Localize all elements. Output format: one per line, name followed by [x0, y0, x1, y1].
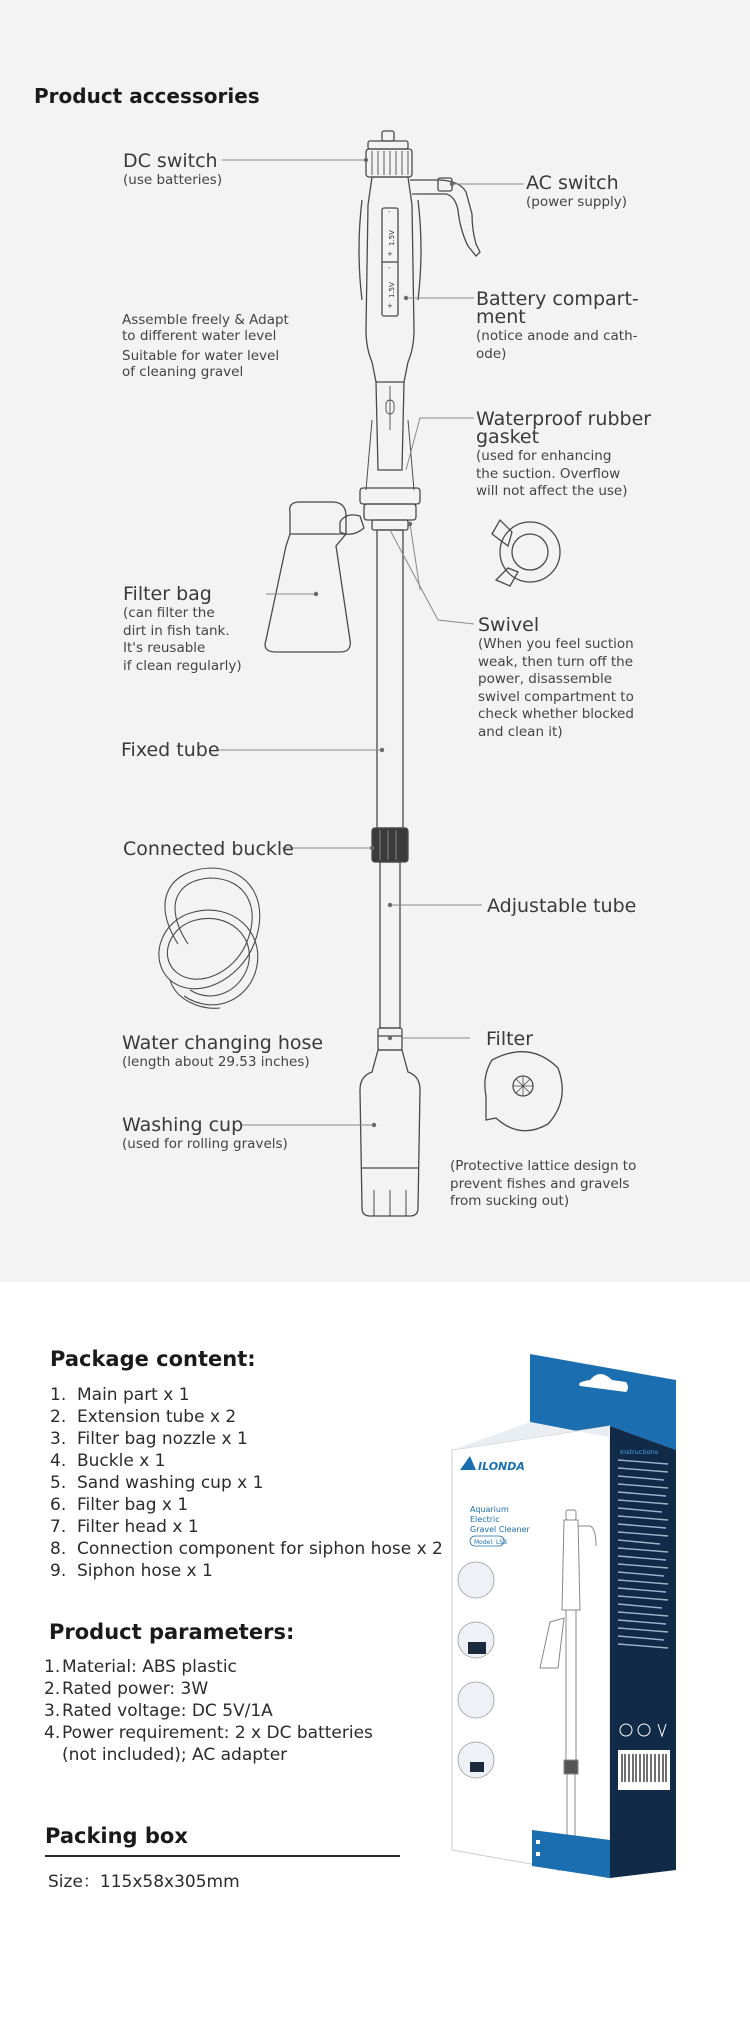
- accessories-title: Product accessories: [34, 84, 260, 108]
- package-list: [50, 1384, 443, 1582]
- packing-size: Size：115x58x305mm: [48, 1872, 240, 1892]
- filter-bag: [265, 502, 350, 652]
- washing-cup-sub: (used for rolling gravels): [122, 1136, 288, 1152]
- dc-switch-sub: (use batteries): [123, 172, 223, 188]
- washing-cup-label: Washing cup: [122, 1114, 244, 1136]
- connected-buckle: [372, 828, 408, 862]
- filter-label: Filter: [486, 1028, 534, 1050]
- box-side-heading: Instructions: [620, 1448, 659, 1456]
- parameters-title: Product parameters:: [49, 1620, 295, 1644]
- filter-sub: (Protective lattice design to prevent fishes and gravels from sucking out): [450, 1158, 637, 1209]
- packing-box-image: [440, 1350, 680, 1900]
- filter-bag-label: Filter bag: [123, 583, 212, 605]
- list-item: 6. Filter bag x 1: [50, 1495, 189, 1515]
- assemble-text: Assemble freely & Adapt: [122, 312, 289, 328]
- fixed-tube: [377, 530, 403, 828]
- gasket-label: Waterproof rubber gasket: [476, 408, 652, 448]
- adjustable-tube-label: Adjustable tube: [487, 895, 637, 917]
- swivel-sub: (When you feel suction weak, then turn off the power, disassemble swivel compartment to check whether blocked and clean it): [478, 636, 634, 740]
- list-item: 3. Rated voltage: DC 5V/1A: [44, 1701, 273, 1721]
- battery-mark: +: [387, 302, 393, 310]
- gasket-sub: (used for enhancing the suction. Overflow will not affect the use): [476, 448, 628, 499]
- list-item: 2. Rated power: 3W: [44, 1679, 209, 1699]
- dc-switch-cap: [366, 149, 412, 177]
- battery-mark: -: [388, 208, 391, 216]
- swivel-ring: [364, 504, 416, 520]
- filter-bag-sub: (can filter the dirt in fish tank. It's reusable if clean regularly): [123, 605, 242, 674]
- battery-mark: +: [387, 250, 393, 258]
- top-knob: [382, 131, 394, 141]
- assemble-text: Suitable for water level: [122, 348, 280, 364]
- list-item: 7. Filter head x 1: [50, 1517, 199, 1537]
- ac-switch-label: AC switch: [526, 172, 619, 194]
- filter-detail: [485, 1052, 562, 1131]
- box-product-name: Gravel Cleaner: [470, 1525, 530, 1534]
- gasket: [360, 488, 420, 504]
- battery-mark: -: [388, 264, 391, 272]
- list-item: 8. Connection component for siphon hose x 2: [50, 1539, 443, 1559]
- battery-sub: (notice anode and cath- ode): [476, 328, 638, 362]
- assemble-text: to different water level: [122, 328, 277, 344]
- assemble-text: of cleaning gravel: [122, 364, 244, 380]
- packing-title: Packing box: [45, 1824, 188, 1848]
- list-item: 1. Main part x 1: [50, 1385, 190, 1405]
- hose-coil: [159, 868, 260, 1008]
- buckle-label: Connected buckle: [123, 838, 294, 860]
- ac-switch-sub: (power supply): [526, 194, 628, 210]
- list-item: 4. Power requirement: 2 x DC batteries: [44, 1723, 373, 1743]
- divider: [45, 1855, 400, 1857]
- gasket-detail: [492, 520, 560, 586]
- box-product-name: Electric: [470, 1515, 500, 1524]
- hose-label: Water changing hose: [122, 1032, 324, 1054]
- list-item: (not included); AC adapter: [62, 1745, 288, 1765]
- hose-sub: (length about 29.53 inches): [122, 1054, 310, 1070]
- list-item: 5. Sand washing cup x 1: [50, 1473, 264, 1493]
- list-item: 2. Extension tube x 2: [50, 1407, 237, 1427]
- swivel-label: Swivel: [478, 614, 540, 636]
- list-item: 4. Buckle x 1: [50, 1451, 166, 1471]
- box-product-name: Aquarium: [470, 1505, 509, 1514]
- list-item: 1. Material: ABS plastic: [44, 1657, 237, 1677]
- box-brand: ILONDA: [478, 1460, 525, 1473]
- list-item: 9. Siphon hose x 1: [50, 1561, 213, 1581]
- fixed-tube-label: Fixed tube: [121, 739, 220, 761]
- box-model: Model: LS8: [474, 1539, 507, 1546]
- adjustable-tube: [380, 862, 400, 1028]
- parameters-list: [44, 1656, 373, 1766]
- package-title: Package content:: [50, 1347, 256, 1371]
- list-item: 3. Filter bag nozzle x 1: [50, 1429, 248, 1449]
- battery-mark: 1.5V: [388, 282, 396, 298]
- battery-label: Battery compart- ment: [476, 288, 639, 328]
- battery-mark: 1.5V: [388, 230, 396, 246]
- dc-switch-label: DC switch: [123, 150, 218, 172]
